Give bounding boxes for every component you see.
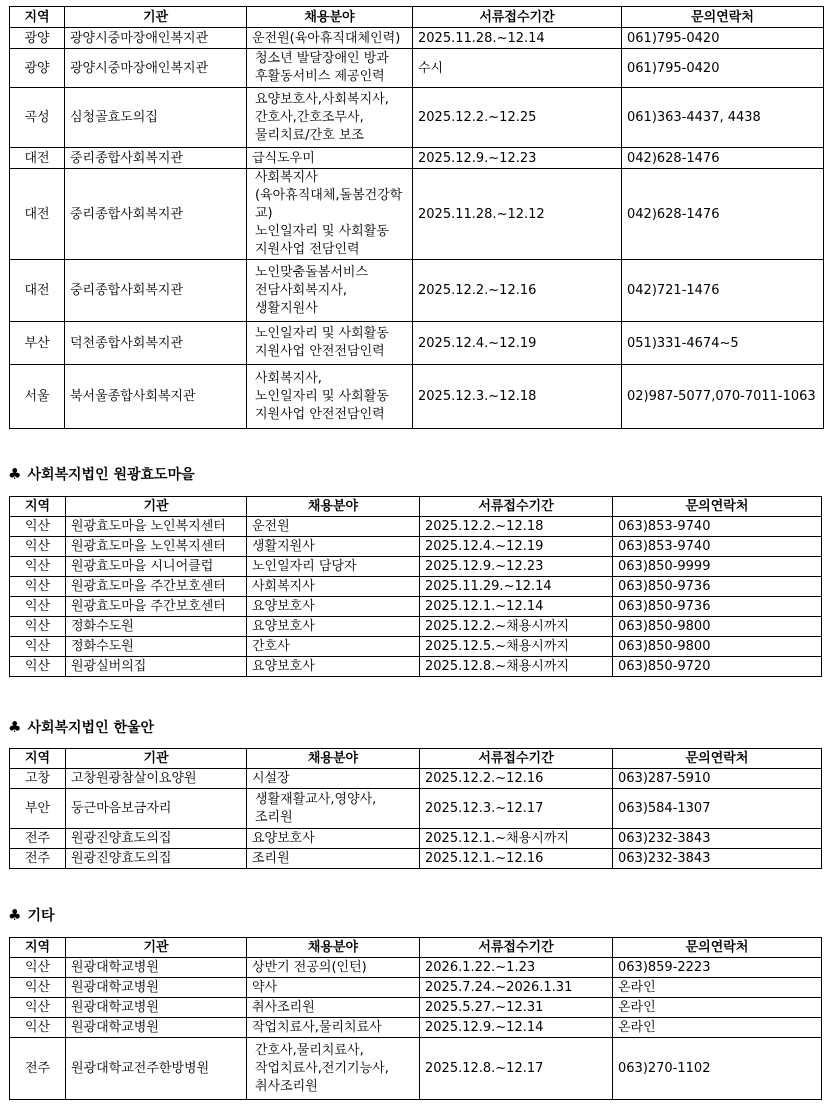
cell-field xyxy=(247,148,413,169)
header-field: 채용분야 xyxy=(247,749,420,769)
cell-contact: 063)287-5910 xyxy=(613,769,822,789)
table-header-row xyxy=(10,7,824,28)
field-line: 지원사업 안전전담인력 xyxy=(255,344,385,359)
cell-region: 곡성 xyxy=(10,88,65,148)
header-region: 지역 xyxy=(10,749,66,769)
cell-period: 2025.5.27.~12.31 xyxy=(420,998,613,1018)
table-row xyxy=(10,657,822,677)
cell-organization: 원광대학교병원 xyxy=(66,998,247,1018)
cell-contact: 042)721-1476 xyxy=(622,260,824,322)
cell-field xyxy=(247,657,420,677)
field-line: 약사 xyxy=(252,980,278,995)
cell-contact: 063)270-1102 xyxy=(613,1038,822,1100)
field-line: (육아휴직대체,돌봄건강학교) xyxy=(255,188,403,221)
cell-region: 고창 xyxy=(10,769,66,789)
cell-region: 대전 xyxy=(10,169,65,260)
field-line: 전담사회복지사, xyxy=(255,282,348,298)
cell-field xyxy=(247,517,420,537)
table-row xyxy=(10,365,824,429)
club-icon: ♣ xyxy=(8,718,22,736)
header-period: 서류접수기간 xyxy=(413,7,622,28)
cell-field xyxy=(247,1018,420,1038)
cell-contact: 063)850-9800 xyxy=(613,637,822,657)
header-field: 채용분야 xyxy=(247,7,413,28)
field-line: 운전원 xyxy=(252,519,290,534)
cell-organization: 정화수도원 xyxy=(66,617,247,637)
cell-organization: 원광진양효도의집 xyxy=(66,829,247,849)
field-line: 시설장 xyxy=(252,771,290,786)
cell-organization: 중리종합사회복지관 xyxy=(65,260,247,322)
cell-contact: 061)363-4437, 4438 xyxy=(622,88,824,148)
table-row xyxy=(10,88,824,148)
table-row xyxy=(10,537,822,557)
cell-field xyxy=(247,1038,420,1100)
cell-contact: 온라인 xyxy=(613,998,822,1018)
field-line: 노인일자리 및 사회활동 xyxy=(255,224,389,239)
cell-organization: 둥근마음보금자리 xyxy=(66,789,247,829)
cell-region: 부안 xyxy=(10,789,66,829)
cell-organization: 고창원광참살이요양원 xyxy=(66,769,247,789)
field-line: 생활지원사 xyxy=(252,539,315,554)
cell-contact: 042)628-1476 xyxy=(622,169,824,260)
cell-field xyxy=(247,789,420,829)
section-heading-hanulan xyxy=(8,717,154,737)
field-line: 요양보호사 xyxy=(252,831,315,846)
header-contact: 문의연락처 xyxy=(613,938,822,958)
field-line: 운전원(육아휴직대체인력) xyxy=(252,30,401,46)
cell-period: 2025.12.1.~채용시까지 xyxy=(420,829,613,849)
job-table-4 xyxy=(9,937,822,1100)
cell-contact: 063)584-1307 xyxy=(613,789,822,829)
field-line: 노인일자리 담당자 xyxy=(252,559,357,574)
cell-field xyxy=(247,617,420,637)
table-row xyxy=(10,1038,822,1100)
cell-period: 2025.12.8.~채용시까지 xyxy=(420,657,613,677)
header-region: 지역 xyxy=(10,938,66,958)
cell-region: 익산 xyxy=(10,637,66,657)
cell-period: 2025.12.2.~12.16 xyxy=(420,769,613,789)
cell-contact: 063)853-9740 xyxy=(613,517,822,537)
cell-period: 2025.12.3.~12.17 xyxy=(420,789,613,829)
cell-field xyxy=(247,637,420,657)
table-header-row xyxy=(10,749,822,769)
field-line: 취사조리원 xyxy=(252,1000,315,1015)
section-title: 사회복지법인 원광효도마을 xyxy=(27,467,195,483)
cell-field xyxy=(247,537,420,557)
cell-contact: 061)795-0420 xyxy=(622,49,824,88)
cell-region: 익산 xyxy=(10,617,66,637)
job-table-2 xyxy=(9,496,822,677)
field-line: 조리원 xyxy=(252,851,290,866)
table-row xyxy=(10,517,822,537)
cell-contact: 063)850-9999 xyxy=(613,557,822,577)
cell-period: 2025.12.8.~12.17 xyxy=(420,1038,613,1100)
table-row xyxy=(10,148,824,169)
cell-period: 2025.12.9.~12.14 xyxy=(420,1018,613,1038)
cell-region: 익산 xyxy=(10,998,66,1018)
cell-organization: 북서울종합사회복지관 xyxy=(65,365,247,429)
cell-organization: 원광효도마을 노인복지센터 xyxy=(66,537,247,557)
table-row xyxy=(10,978,822,998)
table-row xyxy=(10,260,824,322)
cell-organization: 심청골효도의집 xyxy=(65,88,247,148)
cell-field xyxy=(247,849,420,869)
table-row xyxy=(10,169,824,260)
cell-contact: 051)331-4674~5 xyxy=(622,322,824,365)
field-line: 지원사업 전담인력 xyxy=(255,242,360,257)
cell-contact: 온라인 xyxy=(613,978,822,998)
field-line: 노인일자리 및 사회활동 xyxy=(255,326,389,341)
header-region: 지역 xyxy=(10,497,66,517)
cell-region: 익산 xyxy=(10,1018,66,1038)
cell-period: 2025.12.2.~12.16 xyxy=(413,260,622,322)
field-line: 생활재활교사,영양사, xyxy=(255,791,377,807)
cell-region: 부산 xyxy=(10,322,65,365)
field-line: 요양보호사 xyxy=(252,599,315,614)
section-title: 기타 xyxy=(27,908,55,924)
field-line: 지원사업 안전전담인력 xyxy=(255,406,385,422)
cell-region: 익산 xyxy=(10,517,66,537)
cell-organization: 광양시중마장애인복지관 xyxy=(65,28,247,49)
cell-organization: 중리종합사회복지관 xyxy=(65,169,247,260)
table-row xyxy=(10,577,822,597)
cell-period: 2025.11.29.~12.14 xyxy=(420,577,613,597)
cell-organization: 원광효도마을 주간보호센터 xyxy=(66,577,247,597)
cell-organization: 원광실버의집 xyxy=(66,657,247,677)
field-line: 작업치료사,물리치료사 xyxy=(252,1020,382,1035)
cell-region: 익산 xyxy=(10,557,66,577)
field-line: 생활지원사 xyxy=(255,300,318,316)
cell-organization: 원광효도마을 노인복지센터 xyxy=(66,517,247,537)
field-line: 간호사,물리치료사, xyxy=(255,1042,364,1058)
field-line: 조리원 xyxy=(255,809,293,825)
cell-region: 광양 xyxy=(10,49,65,88)
cell-field xyxy=(247,978,420,998)
table-row xyxy=(10,637,822,657)
cell-region: 서울 xyxy=(10,365,65,429)
header-contact: 문의연락처 xyxy=(613,749,822,769)
cell-region: 익산 xyxy=(10,657,66,677)
cell-period: 2025.12.4.~12.19 xyxy=(420,537,613,557)
header-period: 서류접수기간 xyxy=(420,749,613,769)
cell-period: 2025.12.3.~12.18 xyxy=(413,365,622,429)
cell-region: 익산 xyxy=(10,958,66,978)
cell-field xyxy=(247,322,413,365)
cell-contact: 063)232-3843 xyxy=(613,829,822,849)
cell-organization: 원광효도마을 시니어클럽 xyxy=(66,557,247,577)
club-icon: ♣ xyxy=(8,465,22,483)
job-table-1 xyxy=(9,6,824,429)
cell-contact: 042)628-1476 xyxy=(622,148,824,169)
table-row xyxy=(10,769,822,789)
field-line: 요양보호사 xyxy=(252,659,315,674)
table-row xyxy=(10,789,822,829)
cell-period: 2025.12.5.~채용시까지 xyxy=(420,637,613,657)
cell-region: 광양 xyxy=(10,28,65,49)
section-heading-etc xyxy=(8,905,55,925)
table-row xyxy=(10,49,824,88)
cell-period: 2025.11.28.~12.12 xyxy=(413,169,622,260)
header-organization: 기관 xyxy=(65,7,247,28)
cell-organization: 광양시중마장애인복지관 xyxy=(65,49,247,88)
cell-region: 익산 xyxy=(10,978,66,998)
table-row xyxy=(10,829,822,849)
cell-contact: 063)850-9720 xyxy=(613,657,822,677)
cell-field xyxy=(247,28,413,49)
cell-field xyxy=(247,557,420,577)
header-field: 채용분야 xyxy=(247,497,420,517)
field-line: 사회복지사 xyxy=(255,170,318,185)
cell-field xyxy=(247,88,413,148)
cell-organization: 원광대학교전주한방병원 xyxy=(66,1038,247,1100)
cell-period: 2025.11.28.~12.14 xyxy=(413,28,622,49)
cell-period: 2025.12.1.~12.14 xyxy=(420,597,613,617)
cell-period: 2025.12.1.~12.16 xyxy=(420,849,613,869)
cell-period: 2025.12.4.~12.19 xyxy=(413,322,622,365)
cell-period: 2025.12.9.~12.23 xyxy=(420,557,613,577)
field-line: 상반기 전공의(인턴) xyxy=(252,960,367,975)
cell-contact: 063)850-9800 xyxy=(613,617,822,637)
field-line: 작업치료사,전기기능사, xyxy=(255,1060,389,1076)
header-organization: 기관 xyxy=(66,749,247,769)
cell-organization: 원광대학교병원 xyxy=(66,958,247,978)
field-line: 사회복지사 xyxy=(252,579,315,594)
cell-organization: 덕천종합사회복지관 xyxy=(65,322,247,365)
header-region: 지역 xyxy=(10,7,65,28)
cell-field xyxy=(247,577,420,597)
section-heading-wonkwang-hyodo xyxy=(8,464,195,484)
cell-field xyxy=(247,998,420,1018)
cell-field xyxy=(247,365,413,429)
cell-field xyxy=(247,597,420,617)
field-line: 노인일자리 및 사회활동 xyxy=(255,388,389,404)
table-row xyxy=(10,597,822,617)
field-line: 요양보호사,사회복지사, xyxy=(255,91,389,107)
cell-contact: 063)859-2223 xyxy=(613,958,822,978)
table-row xyxy=(10,322,824,365)
field-line: 간호사,간호조무사, xyxy=(255,109,364,125)
cell-contact: 063)853-9740 xyxy=(613,537,822,557)
table-row xyxy=(10,958,822,978)
table-row xyxy=(10,557,822,577)
field-line: 취사조리원 xyxy=(255,1078,318,1094)
cell-field xyxy=(247,769,420,789)
cell-period: 2025.7.24.~2026.1.31 xyxy=(420,978,613,998)
cell-region: 전주 xyxy=(10,1038,66,1100)
table-row xyxy=(10,617,822,637)
cell-region: 대전 xyxy=(10,260,65,322)
cell-field xyxy=(247,169,413,260)
table-row xyxy=(10,849,822,869)
header-period: 서류접수기간 xyxy=(420,497,613,517)
field-line: 급식도우미 xyxy=(252,150,315,166)
cell-organization: 원광효도마을 주간보호센터 xyxy=(66,597,247,617)
cell-period: 수시 xyxy=(413,49,622,88)
field-line: 물리치료/간호 보조 xyxy=(255,127,364,143)
cell-contact: 063)850-9736 xyxy=(613,577,822,597)
header-contact: 문의연락처 xyxy=(622,7,824,28)
cell-region: 전주 xyxy=(10,829,66,849)
field-line: 후활동서비스 제공인력 xyxy=(255,69,385,84)
table-row xyxy=(10,1018,822,1038)
cell-contact: 061)795-0420 xyxy=(622,28,824,49)
table-row xyxy=(10,28,824,49)
job-table-3 xyxy=(9,748,822,869)
cell-contact: 02)987-5077,070-7011-1063 xyxy=(622,365,824,429)
cell-contact: 063)232-3843 xyxy=(613,849,822,869)
cell-contact: 063)850-9736 xyxy=(613,597,822,617)
cell-period: 2025.12.2.~채용시까지 xyxy=(420,617,613,637)
field-line: 요양보호사 xyxy=(252,619,315,634)
table-header-row xyxy=(10,938,822,958)
cell-organization: 정화수도원 xyxy=(66,637,247,657)
cell-organization: 원광대학교병원 xyxy=(66,1018,247,1038)
cell-field xyxy=(247,49,413,88)
cell-region: 익산 xyxy=(10,537,66,557)
cell-organization: 원광대학교병원 xyxy=(66,978,247,998)
table-header-row xyxy=(10,497,822,517)
cell-region: 전주 xyxy=(10,849,66,869)
cell-period: 2025.12.9.~12.23 xyxy=(413,148,622,169)
cell-region: 대전 xyxy=(10,148,65,169)
club-icon: ♣ xyxy=(8,906,22,924)
field-line: 간호사 xyxy=(252,639,290,654)
cell-organization: 중리종합사회복지관 xyxy=(65,148,247,169)
cell-region: 익산 xyxy=(10,577,66,597)
cell-organization: 원광진양효도의집 xyxy=(66,849,247,869)
cell-field xyxy=(247,829,420,849)
cell-period: 2025.12.2.~12.18 xyxy=(420,517,613,537)
cell-field xyxy=(247,260,413,322)
cell-contact: 온라인 xyxy=(613,1018,822,1038)
header-contact: 문의연락처 xyxy=(613,497,822,517)
header-organization: 기관 xyxy=(66,497,247,517)
header-field: 채용분야 xyxy=(247,938,420,958)
cell-region: 익산 xyxy=(10,597,66,617)
cell-field xyxy=(247,958,420,978)
table-row xyxy=(10,998,822,1018)
section-title: 사회복지법인 한울안 xyxy=(27,720,155,736)
field-line: 청소년 발달장애인 방과 xyxy=(255,51,389,66)
cell-period: 2026.1.22.~1.23 xyxy=(420,958,613,978)
header-period: 서류접수기간 xyxy=(420,938,613,958)
header-organization: 기관 xyxy=(66,938,247,958)
field-line: 노인맞춤돌봄서비스 xyxy=(255,264,369,280)
cell-period: 2025.12.2.~12.25 xyxy=(413,88,622,148)
field-line: 사회복지사, xyxy=(255,370,322,386)
